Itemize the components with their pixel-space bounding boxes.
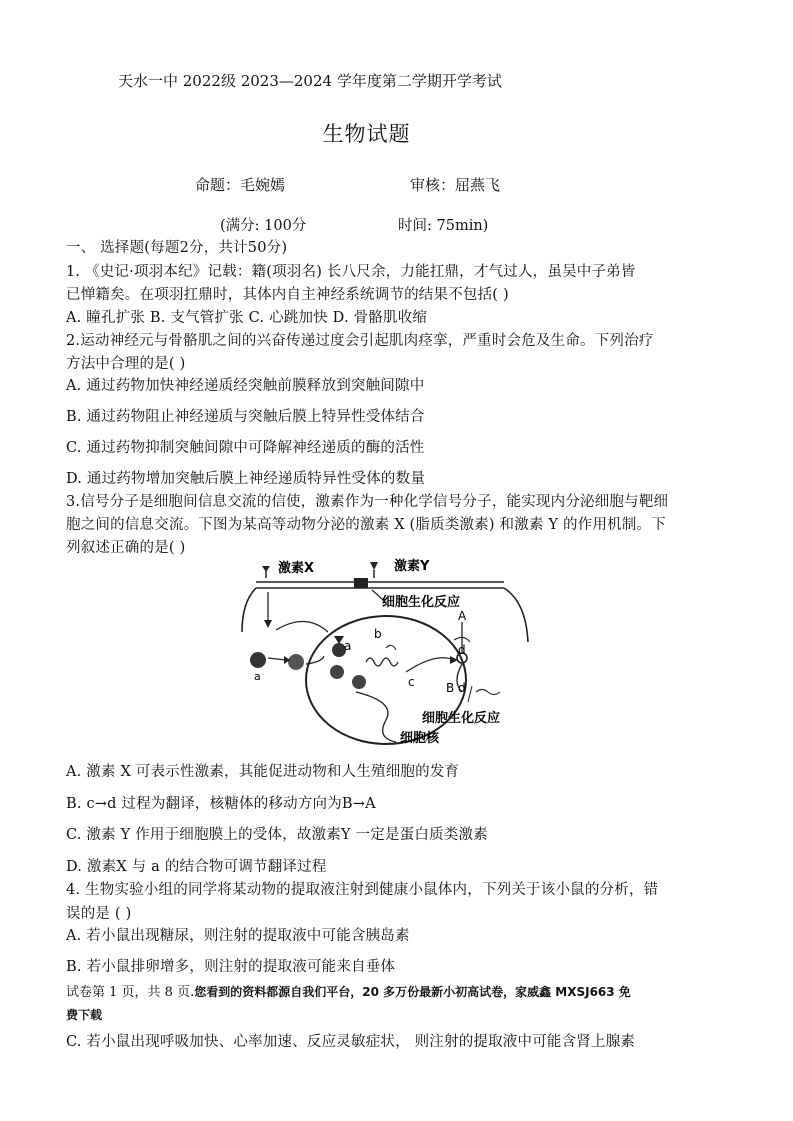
exam-title: 生物试题	[322, 122, 411, 146]
cell-membrane-right-curve	[504, 588, 528, 642]
label-A: A	[458, 609, 467, 623]
hormone-mechanism-figure	[236, 552, 536, 748]
q1-stem-line2: 已惮籍矣。在项羽扛鼎时，其体内自主神经系统调节的结果不包括( )	[66, 287, 509, 303]
dna-strand	[366, 658, 398, 666]
receptor-a-icon	[250, 652, 266, 668]
q1-stem-line1: 1. 《史记·项羽本纪》记载：籍(项羽名) 长八尺余，力能扛鼎，才气过人，虽吴中子弟皆	[66, 264, 636, 280]
q3-option-c: C. 激素 Y 作用于细胞膜上的受体，故激素Y 一定是蛋白质类激素	[66, 827, 488, 843]
page-info: 试卷第 1 页，共 8 页.	[66, 985, 195, 1000]
cell-membrane-left-curve	[242, 588, 256, 632]
label-a-inner: a	[344, 639, 352, 653]
q4-option-b: B. 若小鼠排卵增多，则注射的提取液可能来自垂体	[66, 959, 396, 975]
q3-option-a: A. 激素 X 可表示性激素，其能促进动物和人生殖细胞的发育	[66, 764, 460, 780]
membrane-receptor-y	[354, 578, 368, 588]
q1-options: A. 瞳孔扩张 B. 支气管扩张 C. 心跳加快 D. 骨骼肌收缩	[66, 310, 428, 326]
dna-binding-complex-icon	[352, 675, 366, 689]
promo-text-line2: 费下载	[66, 1008, 103, 1022]
label-reaction-top: 细胞生化反应	[382, 595, 461, 610]
q4-option-c: C. 若小鼠出现呼吸加快、心率加速、反应灵敏症状， 则注射的提取液中可能含肾上腺素	[66, 1034, 636, 1050]
q3-stem-line2: 胞之间的信息交流。下图为某高等动物分泌的激素 X (脂质类激素) 和激素 Y 的作用机制。下	[66, 517, 666, 533]
q3-stem-line3: 列叙述正确的是( )	[66, 540, 186, 556]
label-hormone-x: 激素X	[278, 561, 315, 576]
q2-stem-line2: 方法中合理的是( )	[66, 356, 186, 372]
label-d2: d	[458, 681, 466, 695]
exam-time: 时间: 75min)	[398, 218, 489, 234]
label-reaction-bottom: 细胞生化反应	[422, 711, 501, 726]
hormone-x-triangle	[262, 566, 270, 572]
q3-option-b: B. c→d 过程为翻译，核糖体的移动方向为B→A	[66, 796, 376, 812]
label-B: B	[446, 681, 455, 695]
q4-stem-line1: 4. 生物实验小组的同学将某动物的提取液注射到健康小鼠体内，下列关于该小鼠的分析，错	[66, 882, 659, 898]
exam-school-line: 天水一中 2022级 2023—2024 学年度第二学期开学考试	[118, 72, 502, 90]
q2-option-d: D. 通过药物增加突触后膜上神经递质特异性受体的数量	[66, 471, 426, 487]
mrna-strand	[356, 692, 396, 742]
hormone-y-triangle	[370, 562, 378, 570]
q2-option-c: C. 通过药物抑制突触间隙中可降解神经递质的酶的活性	[66, 440, 425, 456]
exam-reviewer: 审核：屈燕飞	[410, 176, 501, 194]
q2-option-b: B. 通过药物阻止神经递质与突触后膜上特异性受体结合	[66, 409, 425, 425]
page-footer-line1	[66, 981, 631, 1000]
q3-option-d: D. 激素X 与 a 的结合物可调节翻译过程	[66, 859, 327, 875]
label-hormone-y: 激素Y	[394, 559, 430, 574]
q2-stem-line1: 2.运动神经元与骨骼肌之间的兴奋传递过度会引起肌肉痉挛，严重时会危及生命。下列治疗	[66, 333, 654, 349]
label-a-small: a	[254, 670, 261, 683]
label-d: d	[458, 643, 466, 657]
label-b: b	[374, 627, 382, 641]
hormone-receptor-complex-icon	[288, 654, 304, 670]
section-heading: 一、 选择题(每题2分，共计50分)	[66, 240, 288, 256]
q4-option-a: A. 若小鼠出现糖尿，则注射的提取液中可能含胰岛素	[66, 928, 410, 944]
exam-author: 命题：毛婉嫣	[195, 176, 286, 194]
label-c: c	[408, 675, 415, 689]
page-footer-line2	[66, 1006, 102, 1023]
q4-stem-line2: 误的是 ( )	[66, 906, 132, 922]
q3-stem-line1: 3.信号分子是细胞间信息交流的信使，激素作为一种化学信号分子，能实现内分泌细胞与靶细	[66, 494, 669, 510]
exam-full-score: (满分: 100分	[220, 218, 307, 234]
promo-text-line1: 您看到的资料都源自我们平台，20 多万份最新小初高试卷，家威鑫 MXSJ663 免	[194, 985, 631, 999]
q2-option-a: A. 通过药物加快神经递质经突触前膜释放到突触间隙中	[66, 378, 425, 394]
label-nucleus: 细胞核	[400, 731, 440, 746]
